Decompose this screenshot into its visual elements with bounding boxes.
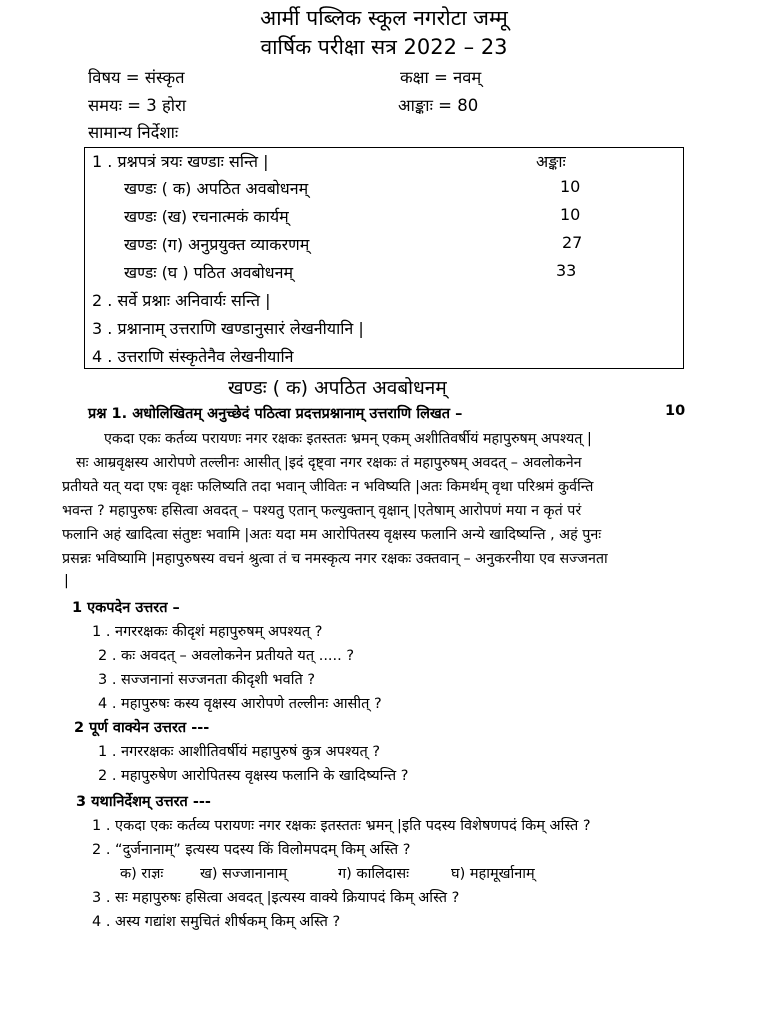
section-a-label: खण्डः ( क) अपठित अवबोधनम् — [124, 179, 309, 198]
option-c: ग) कालिदासः — [338, 866, 410, 882]
section-a-heading: खण्डः ( क) अपठित अवबोधनम् — [228, 377, 447, 399]
question-1-marks: 10 — [665, 403, 686, 419]
part-2-item: 1 . नगररक्षकः आशीतिवर्षीयं महापुरुषं कुत्र अपश्यत् ? — [98, 744, 381, 760]
option-b: ख) सज्जानानाम् — [200, 866, 288, 882]
section-c-label: खण्डः (ग) अनुप्रयुक्त व्याकरणम् — [124, 235, 310, 254]
part-1-item: 2 . कः अवदत् – अवलोकनेन प्रतीयते यत् ..... ? — [98, 648, 355, 664]
section-b-label: खण्डः (ख) रचनात्मकं कार्यम् — [124, 207, 289, 226]
section-c-marks: 27 — [562, 233, 583, 252]
option-d: घ) महामूर्खानाम् — [451, 866, 535, 882]
part-3-item: 2 . “दुर्जनानाम्” इत्यस्य पदस्य किं विलोमपदम् किम् अस्ति ? — [92, 842, 411, 858]
marks-label: आङ्काः = 80 — [398, 96, 479, 115]
instruction-line-1: 1 . प्रश्नपत्रं त्रयः खण्डाः सन्ति | — [92, 152, 269, 171]
part-1-item: 3 . सज्जनानां सज्जनता कीदृशी भवति ? — [98, 672, 316, 688]
exam-title: वार्षिक परीक्षा सत्र 2022 – 23 — [260, 35, 508, 59]
passage-line: प्रसन्नः भविष्यामि |महापुरुषस्य वचनं श्रुत्वा तं च नमस्कृत्य नगर रक्षकः उक्तवान् – अनुकरनीया एव सज्जनता — [62, 551, 608, 567]
school-name: आर्मी पब्लिक स्कूल नगरोटा जम्मू — [260, 6, 508, 30]
passage-line: सः आम्रवृक्षस्य आरोपणे तल्लीनः आसीत् |इदं दृष्ट्वा नगर रक्षकः तं महापुरुषम् अवदत् – अवलोकनेन — [76, 455, 582, 471]
passage-line: एकदा एकः कर्तव्य परायणः नगर रक्षकः इतस्ततः भ्रमन् एकम् अशीतिवर्षीयं महापुरुषम् अपश्यत् | — [104, 431, 592, 447]
part-1-item: 1 . नगररक्षकः कीदृशं महापुरुषम् अपश्यत् ? — [92, 624, 323, 640]
part-3-heading: 3 यथानिर्देशम् उत्तरत --- — [76, 794, 211, 810]
question-1: प्रश्न 1. अधोलिखितम् अनुच्छेदं पठित्वा प्रदत्तप्रश्नानाम् उत्तराणि लिखत – — [88, 406, 463, 422]
part-1-item: 4 . महापुरुषः कस्य वृक्षस्य आरोपणे तल्लीनः आसीत् ? — [98, 696, 382, 712]
marks-column-header: अङ्काः — [536, 152, 566, 171]
instruction-line-3: 3 . प्रश्नानाम् उत्तराणि खण्डानुसारं लेखनीयानि | — [92, 319, 364, 338]
part-2-item: 2 . महापुरुषेण आरोपितस्य वृक्षस्य फलानि के खादिष्यन्ति ? — [98, 768, 409, 784]
part-3-item: 4 . अस्य गद्यांश समुचितं शीर्षकम् किम् अस्ति ? — [92, 914, 341, 930]
passage-line: प्रतीयते यत् यदा एषः वृक्षः फलिष्यति तदा भवान् जीवितः न भविष्यति |अतः किमर्थम् वृथा परिश्रमं कुर्वन्ति — [62, 479, 594, 495]
part-3-item: 3 . सः महापुरुषः हसित्वा अवदत् |इत्यस्य वाक्ये क्रियापदं किम् अस्ति ? — [92, 890, 460, 906]
instruction-line-2: 2 . सर्वे प्रश्नाः अनिवार्यः सन्ति | — [92, 291, 271, 310]
instructions-heading: सामान्य निर्देशाः — [88, 123, 179, 142]
section-b-marks: 10 — [560, 205, 581, 224]
section-d-label: खण्डः (घ ) पठित अवबोधनम् — [124, 263, 294, 282]
passage-line: | — [64, 573, 69, 589]
part-3-item: 1 . एकदा एकः कर्तव्य परायणः नगर रक्षकः इतस्ततः भ्रमन् |इति पदस्य विशेषणपदं किम् अस्ति ? — [92, 818, 591, 834]
part-1-heading: 1 एकपदेन उत्तरत – — [72, 600, 180, 616]
passage-line: फलानि अहं खादित्वा संतुष्टः भवामि |अतः यदा मम आरोपितस्य वृक्षस्य फलानि अन्ये खादिष्यन्ति , अहं पुनः — [62, 527, 602, 543]
option-a: क) राज्ञः — [120, 866, 164, 882]
section-a-marks: 10 — [560, 177, 581, 196]
section-d-marks: 33 — [556, 261, 577, 280]
instruction-line-4: 4 . उत्तराणि संस्कृतेनैव लेखनीयानि — [92, 347, 294, 366]
part-2-heading: 2 पूर्ण वाक्येन उत्तरत --- — [74, 720, 210, 736]
time-label: समयः = 3 होरा — [88, 96, 187, 115]
passage-line: भवन्त ? महापुरुषः हसित्वा अवदत् – पश्यतु एतान् फल्युक्तान् वृक्षान् |एतेषाम् आरोपणं मया न कृतं परं — [62, 503, 582, 519]
class-label: कक्षा = नवम् — [400, 68, 482, 87]
subject-label: विषय = संस्कृत — [88, 68, 185, 87]
